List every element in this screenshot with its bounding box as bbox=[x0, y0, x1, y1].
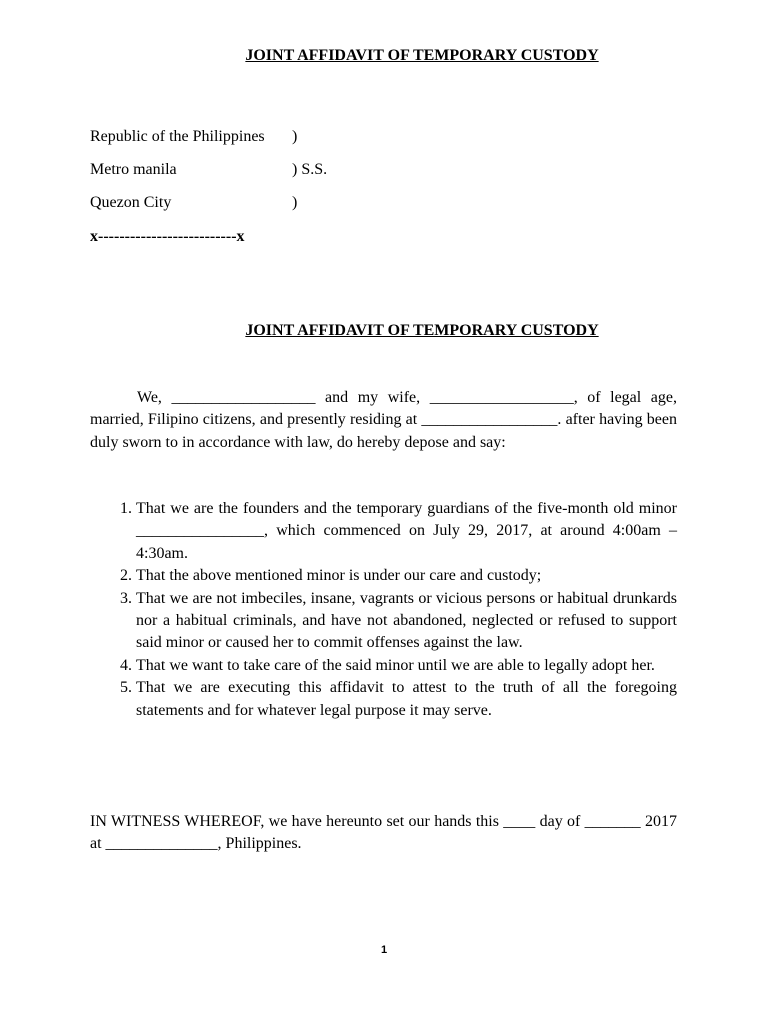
list-item: 4. That we want to take care of the said minor until we are able to legally adopt her. bbox=[136, 655, 677, 677]
venue-separator: x--------------------------x bbox=[90, 228, 245, 245]
list-item: 2. That the above mentioned minor is under our care and custody; bbox=[136, 565, 677, 587]
list-item: 1. That we are the founders and the temporary guardians of the five-month old minor ________________, which commenced on July 29, 2017, at around 4:00am – 4:30am. bbox=[136, 498, 677, 565]
list-item: 3. That we are not imbeciles, insane, vagrants or vicious persons or habitual drunkards nor a habitual criminals, and have not abandoned, neglected or refused to support said minor or caused her to commit offenses against the law. bbox=[136, 588, 677, 655]
list-item: 5. That we are executing this affidavit to attest to the truth of all the foregoing statements and for whatever legal purpose it may serve. bbox=[136, 677, 677, 722]
document-title: JOINT AFFIDAVIT OF TEMPORARY CUSTODY bbox=[245, 47, 599, 64]
body-title: JOINT AFFIDAVIT OF TEMPORARY CUSTODY bbox=[245, 322, 599, 339]
venue-bracket: ) bbox=[292, 128, 298, 145]
venue-country: Republic of the Philippines bbox=[90, 128, 265, 145]
venue-region: Metro manila bbox=[90, 161, 177, 178]
witness-paragraph: IN WITNESS WHEREOF, we have hereunto set our hands this ____ day of _______ 2017 at ______________, Philippines. bbox=[90, 813, 677, 853]
intro-paragraph: We, __________________ and my wife, __________________, of legal age, married, Filipino citizens, and presently residing at _________________. after having been duly sworn to in accordance with law, do hereby depose and say: bbox=[90, 389, 677, 451]
venue-bracket: ) bbox=[292, 194, 298, 211]
page-number: 1 bbox=[380, 944, 388, 956]
venue-city: Quezon City bbox=[90, 194, 172, 211]
deposition-list bbox=[90, 498, 677, 722]
venue-bracket: ) S.S. bbox=[292, 161, 328, 178]
